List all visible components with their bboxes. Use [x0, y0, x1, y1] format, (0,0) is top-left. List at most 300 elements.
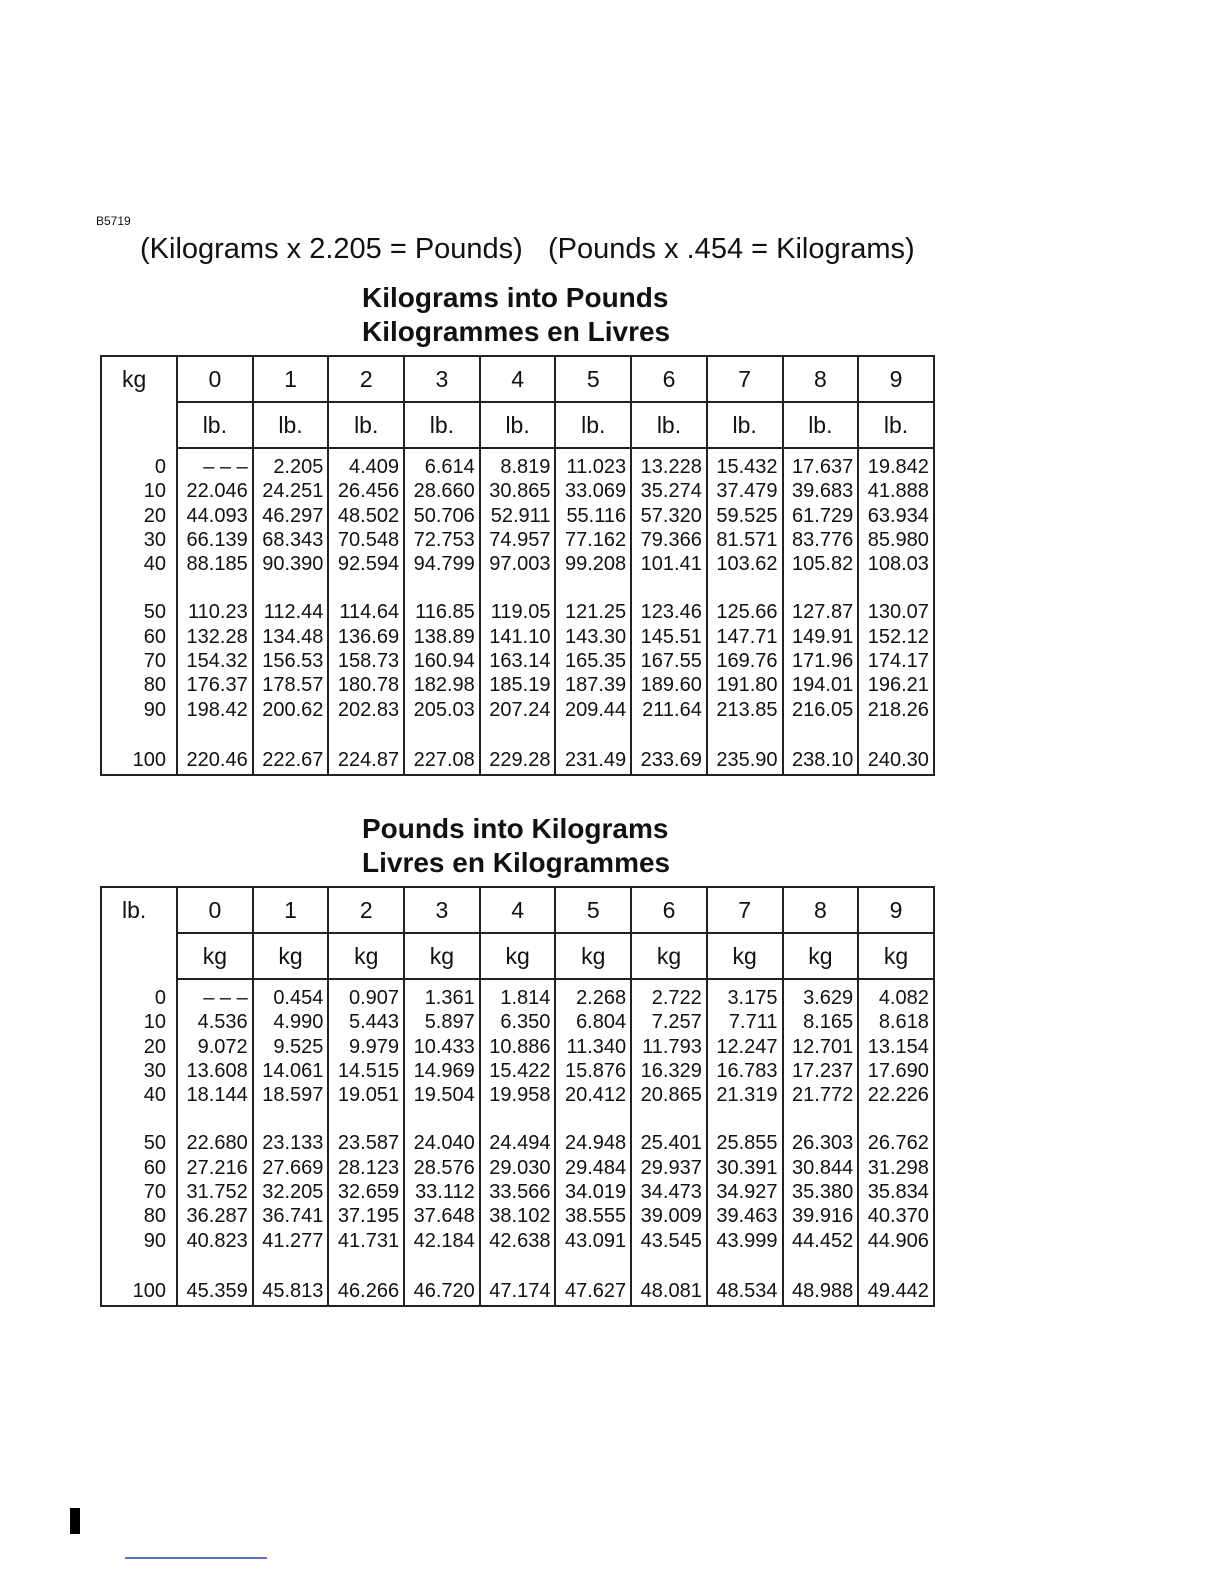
- value-cell: 14.515: [328, 1059, 404, 1083]
- value-cell: 6.804: [555, 1010, 631, 1034]
- formula-kg-to-lb: (Kilograms x 2.205 = Pounds): [140, 233, 523, 265]
- value-cell: 2.205: [253, 455, 329, 479]
- value-cell: 119.05: [480, 600, 556, 624]
- value-cell: 77.162: [555, 528, 631, 552]
- value-cell: 22.226: [858, 1083, 934, 1107]
- value-cell: 35.834: [858, 1180, 934, 1204]
- value-cell: 74.957: [480, 528, 556, 552]
- value-cell: 11.340: [555, 1035, 631, 1059]
- table-row: [101, 1010, 934, 1034]
- value-cell: 24.494: [480, 1131, 556, 1155]
- value-cell: 125.66: [707, 600, 783, 624]
- column-header: 2: [328, 356, 404, 402]
- value-cell: 57.320: [631, 504, 707, 528]
- spacer-row: [101, 1107, 934, 1131]
- formula-lb-to-kg: (Pounds x .454 = Kilograms): [548, 233, 915, 265]
- value-cell: 114.64: [328, 600, 404, 624]
- value-cell: 149.91: [783, 625, 859, 649]
- table-row: [101, 673, 934, 697]
- value-cell: 178.57: [253, 673, 329, 697]
- value-cell: 18.597: [253, 1083, 329, 1107]
- column-header: 0: [177, 356, 253, 402]
- value-cell: 0.907: [328, 986, 404, 1010]
- column-header: 3: [404, 887, 480, 933]
- value-cell: 4.409: [328, 455, 404, 479]
- value-cell: 152.12: [858, 625, 934, 649]
- value-cell: 47.627: [555, 1277, 631, 1306]
- value-cell: 101.41: [631, 552, 707, 576]
- spacer-row: [101, 722, 934, 746]
- value-cell: 207.24: [480, 698, 556, 722]
- unit-label: kg: [555, 933, 631, 979]
- value-cell: 205.03: [404, 698, 480, 722]
- value-cell: 165.35: [555, 649, 631, 673]
- table-row: [101, 479, 934, 503]
- table-row: [101, 746, 934, 775]
- value-cell: 3.175: [707, 986, 783, 1010]
- value-cell: 25.401: [631, 1131, 707, 1155]
- value-cell: 28.660: [404, 479, 480, 503]
- unit-label: lb.: [404, 402, 480, 448]
- column-header: 3: [404, 356, 480, 402]
- value-cell: 70.548: [328, 528, 404, 552]
- page-marker: [70, 1508, 80, 1534]
- value-cell: 37.479: [707, 479, 783, 503]
- value-cell: 174.17: [858, 649, 934, 673]
- blank-cell: [101, 933, 177, 979]
- table2-heading: [362, 812, 682, 880]
- value-cell: 23.587: [328, 1131, 404, 1155]
- value-cell: 222.67: [253, 746, 329, 775]
- value-cell: 50.706: [404, 504, 480, 528]
- value-cell: 9.979: [328, 1035, 404, 1059]
- row-label: 60: [101, 1156, 177, 1180]
- value-cell: 238.10: [783, 746, 859, 775]
- value-cell: 39.463: [707, 1204, 783, 1228]
- value-cell: 19.504: [404, 1083, 480, 1107]
- value-cell: 99.208: [555, 552, 631, 576]
- row-label: 80: [101, 673, 177, 697]
- unit-label: kg: [631, 933, 707, 979]
- row-label: 90: [101, 698, 177, 722]
- value-cell: 1.361: [404, 986, 480, 1010]
- value-cell: 48.502: [328, 504, 404, 528]
- value-cell: 9.072: [177, 1035, 253, 1059]
- column-header: 4: [480, 887, 556, 933]
- value-cell: 34.019: [555, 1180, 631, 1204]
- value-cell: 29.030: [480, 1156, 556, 1180]
- row-label: 50: [101, 600, 177, 624]
- value-cell: 36.287: [177, 1204, 253, 1228]
- value-cell: 38.102: [480, 1204, 556, 1228]
- value-cell: 79.366: [631, 528, 707, 552]
- value-cell: 21.319: [707, 1083, 783, 1107]
- value-cell: 23.133: [253, 1131, 329, 1155]
- value-cell: 31.752: [177, 1180, 253, 1204]
- value-cell: 33.112: [404, 1180, 480, 1204]
- row-label: 20: [101, 504, 177, 528]
- spacer-row: [101, 448, 934, 455]
- value-cell: 46.720: [404, 1277, 480, 1306]
- value-cell: 9.525: [253, 1035, 329, 1059]
- value-cell: 6.350: [480, 1010, 556, 1034]
- value-cell: 16.783: [707, 1059, 783, 1083]
- table-row: [101, 1204, 934, 1228]
- value-cell: 8.618: [858, 1010, 934, 1034]
- value-cell: 196.21: [858, 673, 934, 697]
- value-cell: 231.49: [555, 746, 631, 775]
- value-cell: 27.669: [253, 1156, 329, 1180]
- row-label: 10: [101, 1010, 177, 1034]
- table-header-row: [101, 887, 934, 933]
- value-cell: 92.594: [328, 552, 404, 576]
- value-cell: 21.772: [783, 1083, 859, 1107]
- unit-label: kg: [253, 933, 329, 979]
- row-label: 100: [101, 1277, 177, 1306]
- unit-label: kg: [858, 933, 934, 979]
- value-cell: 141.10: [480, 625, 556, 649]
- value-cell: 41.277: [253, 1229, 329, 1253]
- value-cell: 216.05: [783, 698, 859, 722]
- value-cell: 19.958: [480, 1083, 556, 1107]
- value-cell: 3.629: [783, 986, 859, 1010]
- unit-label: lb.: [253, 402, 329, 448]
- table-row: [101, 698, 934, 722]
- value-cell: 19.842: [858, 455, 934, 479]
- table-row: [101, 986, 934, 1010]
- table-row: [101, 1059, 934, 1083]
- table1-title-en: Kilograms into Pounds: [362, 282, 669, 313]
- value-cell: 46.266: [328, 1277, 404, 1306]
- column-header: 8: [783, 887, 859, 933]
- value-cell: 130.07: [858, 600, 934, 624]
- column-header: 4: [480, 356, 556, 402]
- value-cell: 123.46: [631, 600, 707, 624]
- value-cell: 220.46: [177, 746, 253, 775]
- value-cell: 233.69: [631, 746, 707, 775]
- underline-rule: [125, 1557, 267, 1559]
- value-cell: 132.28: [177, 625, 253, 649]
- unit-label: kg: [480, 933, 556, 979]
- value-cell: 30.844: [783, 1156, 859, 1180]
- column-header: 7: [707, 887, 783, 933]
- value-cell: 22.680: [177, 1131, 253, 1155]
- value-cell: 30.391: [707, 1156, 783, 1180]
- value-cell: 88.185: [177, 552, 253, 576]
- column-header: 6: [631, 356, 707, 402]
- row-label: 100: [101, 746, 177, 775]
- value-cell: 39.916: [783, 1204, 859, 1228]
- spacer-row: [101, 979, 934, 986]
- value-cell: 4.536: [177, 1010, 253, 1034]
- value-cell: 167.55: [631, 649, 707, 673]
- kg-to-lb-table: [100, 355, 935, 776]
- unit-label: lb.: [783, 402, 859, 448]
- unit-label: kg: [707, 933, 783, 979]
- value-cell: – – –: [177, 455, 253, 479]
- column-header: 8: [783, 356, 859, 402]
- table-row: [101, 1083, 934, 1107]
- column-header: 9: [858, 356, 934, 402]
- unit-label: kg: [177, 933, 253, 979]
- corner-label: lb.: [101, 887, 177, 933]
- value-cell: 19.051: [328, 1083, 404, 1107]
- value-cell: 235.90: [707, 746, 783, 775]
- value-cell: 2.722: [631, 986, 707, 1010]
- value-cell: 156.53: [253, 649, 329, 673]
- value-cell: 7.257: [631, 1010, 707, 1034]
- value-cell: 33.069: [555, 479, 631, 503]
- value-cell: 202.83: [328, 698, 404, 722]
- table-row: [101, 1131, 934, 1155]
- value-cell: 194.01: [783, 673, 859, 697]
- row-label: 70: [101, 649, 177, 673]
- table-row: [101, 455, 934, 479]
- value-cell: 240.30: [858, 746, 934, 775]
- value-cell: 72.753: [404, 528, 480, 552]
- table2-title-fr: Livres en Kilogrammes: [362, 847, 671, 878]
- column-header: 6: [631, 887, 707, 933]
- value-cell: 85.980: [858, 528, 934, 552]
- value-cell: 55.116: [555, 504, 631, 528]
- value-cell: 68.343: [253, 528, 329, 552]
- value-cell: 46.297: [253, 504, 329, 528]
- table-row: [101, 528, 934, 552]
- unit-label: lb.: [707, 402, 783, 448]
- value-cell: 15.422: [480, 1059, 556, 1083]
- value-cell: 41.888: [858, 479, 934, 503]
- value-cell: 13.608: [177, 1059, 253, 1083]
- value-cell: 191.80: [707, 673, 783, 697]
- value-cell: 25.855: [707, 1131, 783, 1155]
- value-cell: 52.911: [480, 504, 556, 528]
- value-cell: 83.776: [783, 528, 859, 552]
- row-label: 30: [101, 1059, 177, 1083]
- value-cell: 42.184: [404, 1229, 480, 1253]
- value-cell: 110.23: [177, 600, 253, 624]
- value-cell: 14.969: [404, 1059, 480, 1083]
- unit-label: kg: [328, 933, 404, 979]
- unit-label: lb.: [858, 402, 934, 448]
- value-cell: 37.648: [404, 1204, 480, 1228]
- unit-label: lb.: [328, 402, 404, 448]
- table-row: [101, 1229, 934, 1253]
- value-cell: 40.370: [858, 1204, 934, 1228]
- value-cell: 13.154: [858, 1035, 934, 1059]
- value-cell: 97.003: [480, 552, 556, 576]
- unit-label: lb.: [480, 402, 556, 448]
- table-row: [101, 1277, 934, 1306]
- value-cell: 29.484: [555, 1156, 631, 1180]
- value-cell: 48.534: [707, 1277, 783, 1306]
- value-cell: 18.144: [177, 1083, 253, 1107]
- value-cell: 29.937: [631, 1156, 707, 1180]
- unit-header-row: [101, 402, 934, 448]
- column-header: 1: [253, 356, 329, 402]
- value-cell: 32.205: [253, 1180, 329, 1204]
- value-cell: 33.566: [480, 1180, 556, 1204]
- value-cell: 66.139: [177, 528, 253, 552]
- value-cell: 8.819: [480, 455, 556, 479]
- value-cell: 26.303: [783, 1131, 859, 1155]
- value-cell: 63.934: [858, 504, 934, 528]
- value-cell: 59.525: [707, 504, 783, 528]
- value-cell: 171.96: [783, 649, 859, 673]
- row-label: 40: [101, 1083, 177, 1107]
- value-cell: 20.412: [555, 1083, 631, 1107]
- value-cell: 36.741: [253, 1204, 329, 1228]
- value-cell: 45.359: [177, 1277, 253, 1306]
- value-cell: 81.571: [707, 528, 783, 552]
- table-row: [101, 1156, 934, 1180]
- unit-label: kg: [783, 933, 859, 979]
- value-cell: 185.19: [480, 673, 556, 697]
- value-cell: 176.37: [177, 673, 253, 697]
- value-cell: 0.454: [253, 986, 329, 1010]
- value-cell: 47.174: [480, 1277, 556, 1306]
- unit-label: lb.: [555, 402, 631, 448]
- value-cell: 218.26: [858, 698, 934, 722]
- value-cell: 20.865: [631, 1083, 707, 1107]
- value-cell: 24.040: [404, 1131, 480, 1155]
- value-cell: 39.683: [783, 479, 859, 503]
- unit-header-row: [101, 933, 934, 979]
- value-cell: 15.432: [707, 455, 783, 479]
- column-header: 5: [555, 356, 631, 402]
- value-cell: 2.268: [555, 986, 631, 1010]
- row-label: 40: [101, 552, 177, 576]
- value-cell: 213.85: [707, 698, 783, 722]
- table-row: [101, 600, 934, 624]
- value-cell: 26.456: [328, 479, 404, 503]
- value-cell: 24.251: [253, 479, 329, 503]
- value-cell: 158.73: [328, 649, 404, 673]
- lb-to-kg-table: [100, 886, 935, 1307]
- value-cell: 211.64: [631, 698, 707, 722]
- value-cell: 40.823: [177, 1229, 253, 1253]
- value-cell: – – –: [177, 986, 253, 1010]
- value-cell: 147.71: [707, 625, 783, 649]
- value-cell: 42.638: [480, 1229, 556, 1253]
- corner-label: kg: [101, 356, 177, 402]
- value-cell: 44.093: [177, 504, 253, 528]
- value-cell: 112.44: [253, 600, 329, 624]
- value-cell: 37.195: [328, 1204, 404, 1228]
- row-label: 30: [101, 528, 177, 552]
- value-cell: 189.60: [631, 673, 707, 697]
- value-cell: 32.659: [328, 1180, 404, 1204]
- value-cell: 169.76: [707, 649, 783, 673]
- value-cell: 94.799: [404, 552, 480, 576]
- value-cell: 12.247: [707, 1035, 783, 1059]
- value-cell: 160.94: [404, 649, 480, 673]
- value-cell: 17.637: [783, 455, 859, 479]
- value-cell: 116.85: [404, 600, 480, 624]
- value-cell: 5.897: [404, 1010, 480, 1034]
- value-cell: 22.046: [177, 479, 253, 503]
- unit-label: lb.: [177, 402, 253, 448]
- table-row: [101, 552, 934, 576]
- value-cell: 200.62: [253, 698, 329, 722]
- value-cell: 49.442: [858, 1277, 934, 1306]
- value-cell: 143.30: [555, 625, 631, 649]
- value-cell: 121.25: [555, 600, 631, 624]
- value-cell: 26.762: [858, 1131, 934, 1155]
- column-header: 0: [177, 887, 253, 933]
- value-cell: 34.927: [707, 1180, 783, 1204]
- row-label: 50: [101, 1131, 177, 1155]
- value-cell: 108.03: [858, 552, 934, 576]
- value-cell: 43.091: [555, 1229, 631, 1253]
- value-cell: 182.98: [404, 673, 480, 697]
- table-row: [101, 504, 934, 528]
- value-cell: 44.452: [783, 1229, 859, 1253]
- value-cell: 35.274: [631, 479, 707, 503]
- value-cell: 154.32: [177, 649, 253, 673]
- value-cell: 224.87: [328, 746, 404, 775]
- table2-title-en: Pounds into Kilograms: [362, 813, 669, 844]
- value-cell: 227.08: [404, 746, 480, 775]
- value-cell: 17.237: [783, 1059, 859, 1083]
- value-cell: 136.69: [328, 625, 404, 649]
- row-label: 0: [101, 986, 177, 1010]
- table-row: [101, 1180, 934, 1204]
- column-header: 5: [555, 887, 631, 933]
- table-row: [101, 1035, 934, 1059]
- value-cell: 145.51: [631, 625, 707, 649]
- table-row: [101, 625, 934, 649]
- value-cell: 16.329: [631, 1059, 707, 1083]
- value-cell: 138.89: [404, 625, 480, 649]
- value-cell: 24.948: [555, 1131, 631, 1155]
- column-header: 9: [858, 887, 934, 933]
- value-cell: 41.731: [328, 1229, 404, 1253]
- value-cell: 187.39: [555, 673, 631, 697]
- column-header: 2: [328, 887, 404, 933]
- row-label: 80: [101, 1204, 177, 1228]
- value-cell: 48.988: [783, 1277, 859, 1306]
- row-label: 0: [101, 455, 177, 479]
- value-cell: 127.87: [783, 600, 859, 624]
- value-cell: 30.865: [480, 479, 556, 503]
- row-label: 10: [101, 479, 177, 503]
- value-cell: 209.44: [555, 698, 631, 722]
- table-row: [101, 649, 934, 673]
- value-cell: 4.082: [858, 986, 934, 1010]
- value-cell: 105.82: [783, 552, 859, 576]
- value-cell: 35.380: [783, 1180, 859, 1204]
- value-cell: 15.876: [555, 1059, 631, 1083]
- value-cell: 43.999: [707, 1229, 783, 1253]
- blank-cell: [101, 402, 177, 448]
- table1-heading: [362, 281, 682, 349]
- row-label: 70: [101, 1180, 177, 1204]
- value-cell: 7.711: [707, 1010, 783, 1034]
- row-label: 90: [101, 1229, 177, 1253]
- spacer-row: [101, 1253, 934, 1277]
- value-cell: 14.061: [253, 1059, 329, 1083]
- value-cell: 134.48: [253, 625, 329, 649]
- value-cell: 61.729: [783, 504, 859, 528]
- column-header: 7: [707, 356, 783, 402]
- row-label: 60: [101, 625, 177, 649]
- value-cell: 5.443: [328, 1010, 404, 1034]
- value-cell: 43.545: [631, 1229, 707, 1253]
- value-cell: 229.28: [480, 746, 556, 775]
- value-cell: 180.78: [328, 673, 404, 697]
- value-cell: 39.009: [631, 1204, 707, 1228]
- row-label: 20: [101, 1035, 177, 1059]
